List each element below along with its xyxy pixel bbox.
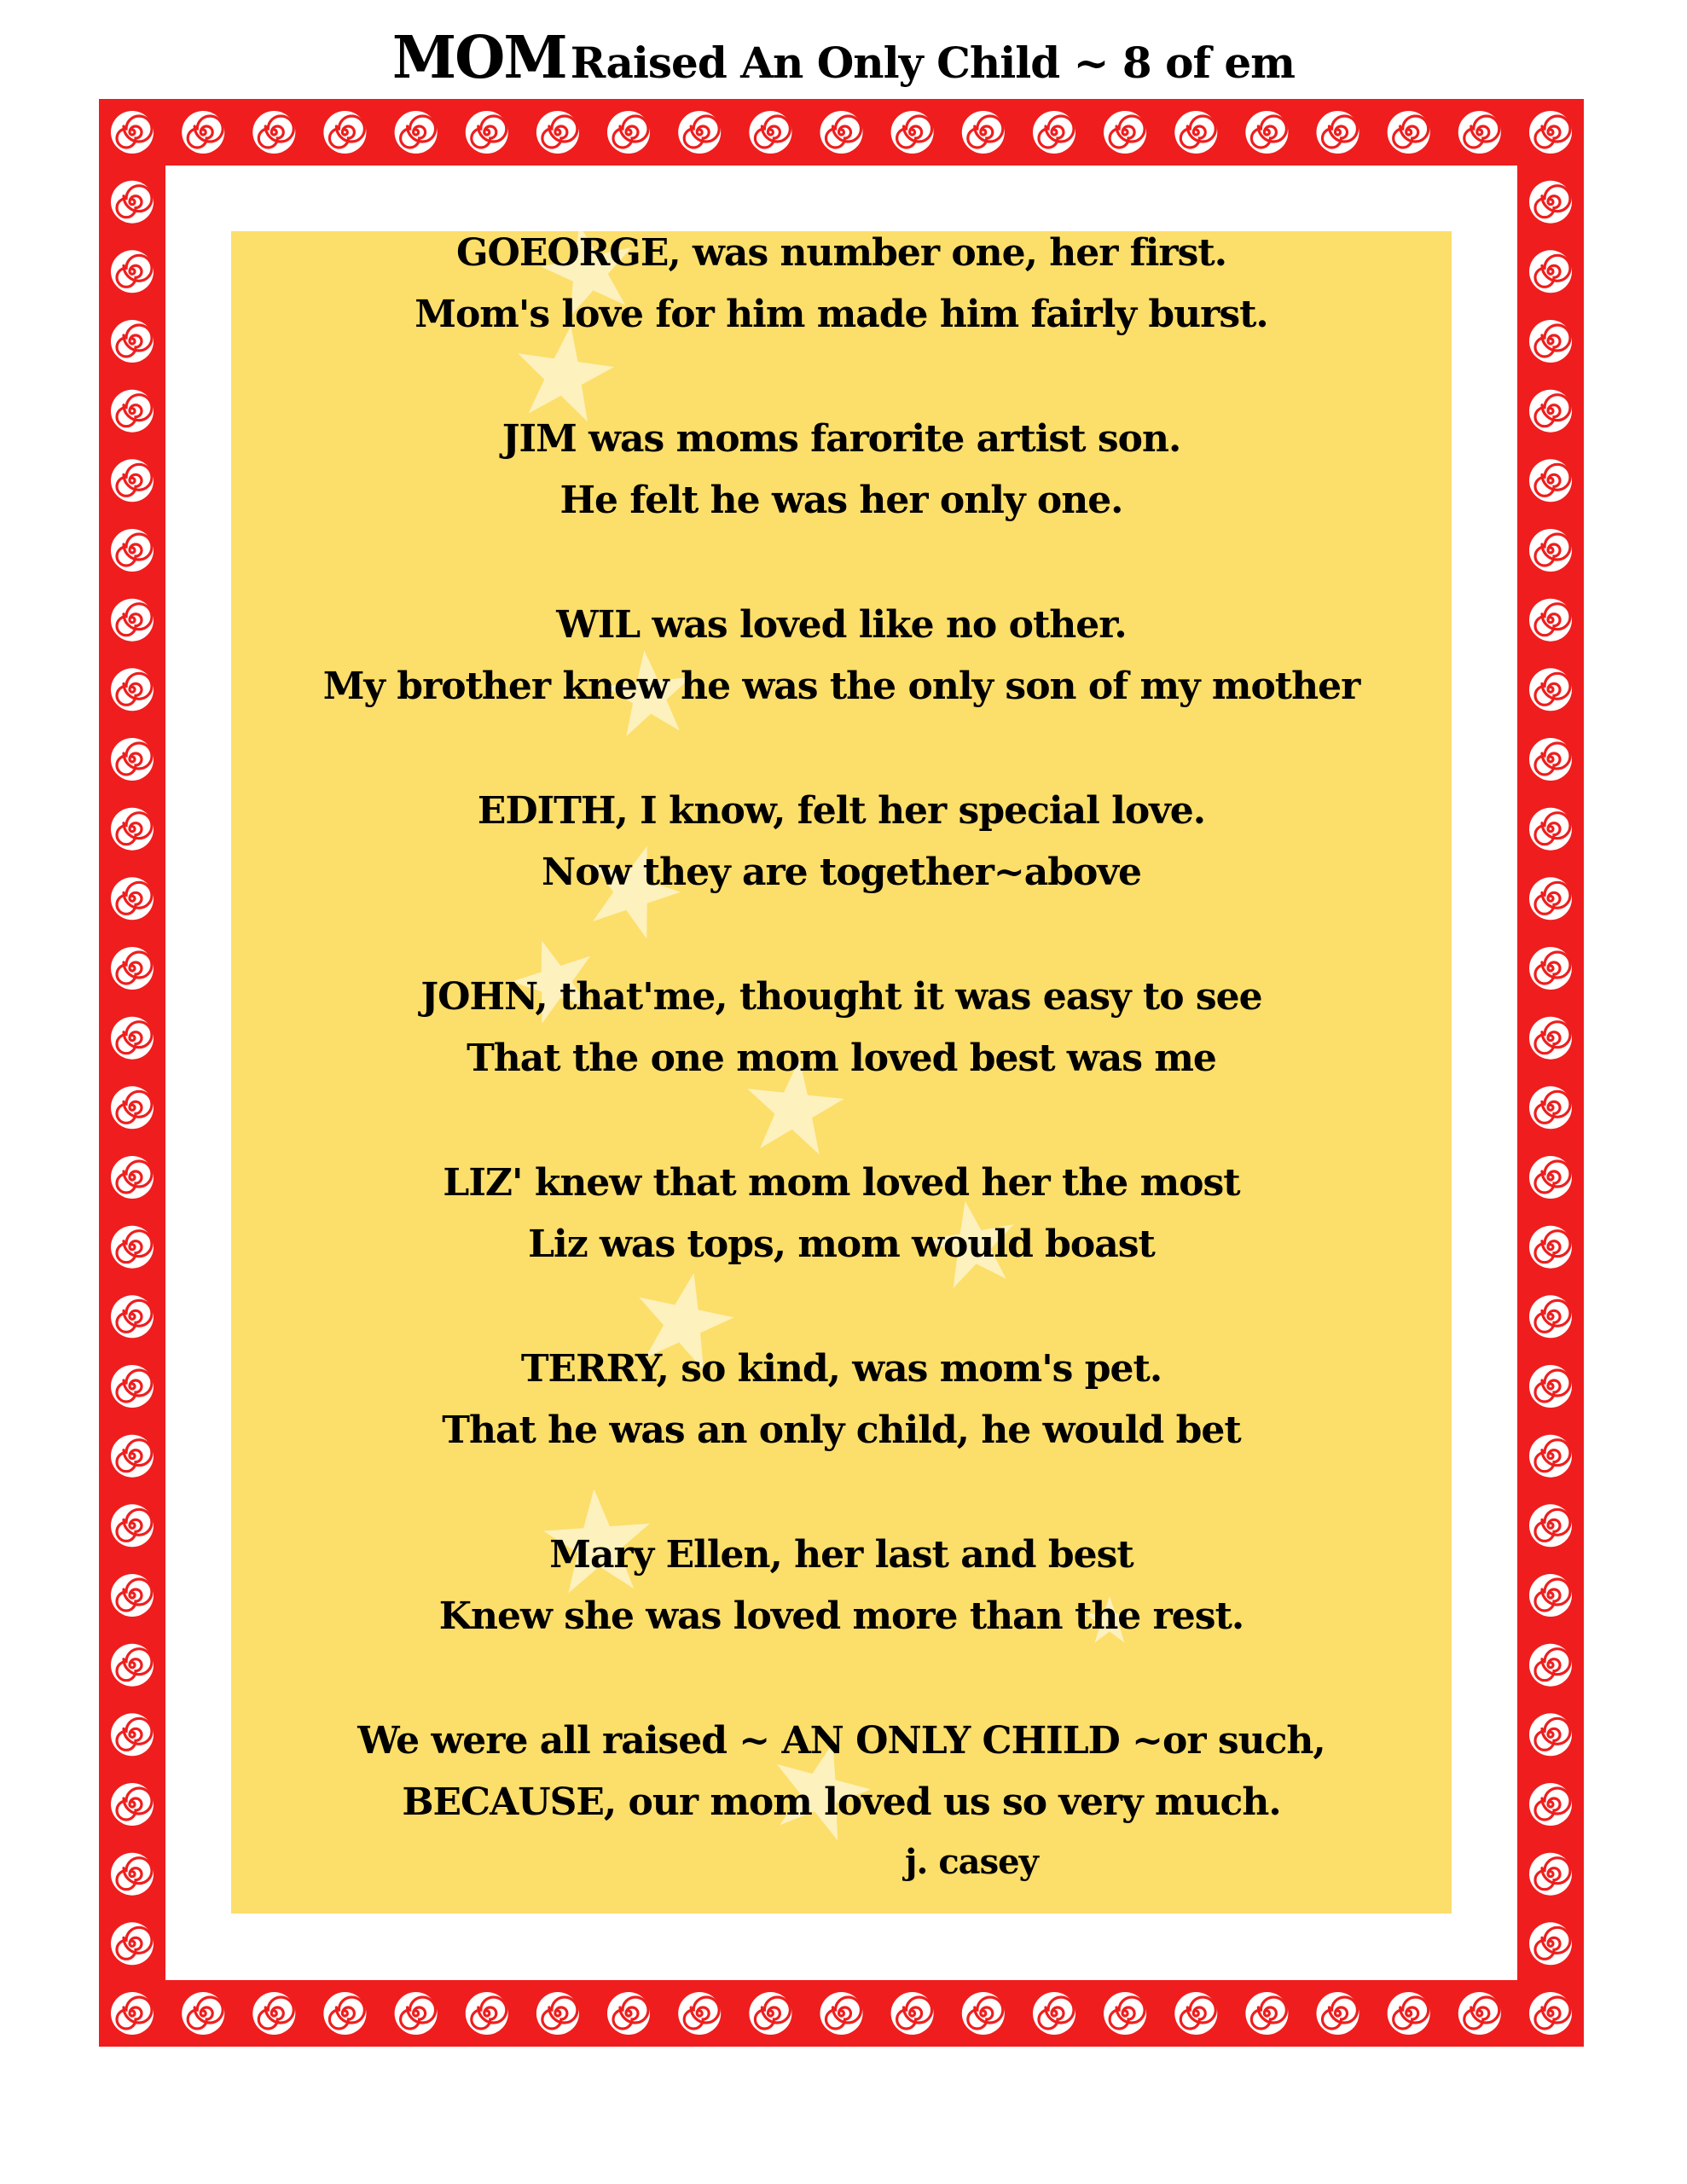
spiral-icon <box>1529 1644 1572 1687</box>
poem-line: TERRY, so kind, was mom's pet. <box>520 1347 1162 1391</box>
spiral-icon <box>1529 1574 1572 1617</box>
spiral-icon <box>111 181 154 224</box>
poem-line: Mom's love for him made him fairly burst. <box>415 293 1268 336</box>
spiral-icon <box>1458 111 1501 154</box>
poem-line: BECAUSE, our mom loved us so very much. <box>402 1780 1281 1824</box>
spiral-icon <box>1529 1226 1572 1269</box>
spiral-icon <box>1529 1922 1572 1965</box>
spiral-icon <box>1529 1295 1572 1338</box>
spiral-icon <box>111 1644 154 1687</box>
spiral-icon <box>111 808 154 851</box>
spiral-icon <box>1529 1086 1572 1129</box>
spiral-icon <box>1174 1992 1217 2035</box>
spiral-icon <box>111 320 154 363</box>
poem-line: GOEORGE, was number one, her first. <box>455 231 1227 275</box>
spiral-icon <box>962 1992 1005 2035</box>
spiral-icon <box>1529 181 1572 224</box>
spiral-icon <box>111 250 154 293</box>
spiral-icon <box>820 111 863 154</box>
spiral-icon <box>111 1226 154 1269</box>
spiral-icon <box>1245 1992 1288 2035</box>
spiral-icon <box>1317 1992 1359 2035</box>
spiral-icon <box>1245 111 1288 154</box>
spiral-icon <box>323 111 366 154</box>
title-rest: Raised An Only Child ~ 8 of em <box>570 38 1296 88</box>
spiral-icon <box>111 1435 154 1478</box>
spiral-icon <box>111 1713 154 1756</box>
spiral-icon <box>111 1922 154 1965</box>
spiral-icon <box>111 390 154 433</box>
inner-white-mat <box>165 166 1517 1980</box>
spiral-icon <box>252 111 295 154</box>
spiral-icon <box>111 599 154 642</box>
spiral-icon <box>1529 320 1572 363</box>
title-main: MOM <box>391 24 566 92</box>
spiral-icon <box>1174 111 1217 154</box>
poem-line: Knew she was loved more than the rest. <box>438 1594 1244 1638</box>
spiral-icon <box>1529 1435 1572 1478</box>
spiral-icon <box>1529 1365 1572 1408</box>
poem-panel <box>231 231 1452 1914</box>
spiral-icon <box>111 668 154 711</box>
poem-line: He felt he was her only one. <box>559 479 1123 522</box>
spiral-icon <box>111 1504 154 1547</box>
spiral-icon <box>111 1017 154 1060</box>
spiral-icon <box>1529 1504 1572 1547</box>
poem-line: We were all raised ~ AN ONLY CHILD ~or such, <box>357 1719 1325 1763</box>
spiral-icon <box>111 1295 154 1338</box>
poem-line: Now they are together~above <box>542 851 1141 894</box>
poem-line: LIZ' knew that mom loved her the most <box>443 1161 1240 1205</box>
spiral-icon <box>395 1992 438 2035</box>
spiral-icon <box>1529 947 1572 990</box>
spiral-icon <box>678 1992 721 2035</box>
spiral-icon <box>111 1574 154 1617</box>
spiral-icon <box>466 111 508 154</box>
poem-line: JOHN, that'me, thought it was easy to see <box>420 975 1262 1019</box>
poem-line: My brother knew he was the only son of my mother <box>322 665 1360 708</box>
poem-line: WIL was loved like no other. <box>556 603 1127 647</box>
spiral-icon <box>111 529 154 572</box>
poem-line: That the one mom loved best was me <box>467 1037 1216 1080</box>
spiral-icon <box>1529 1156 1572 1199</box>
spiral-icon <box>1104 1992 1146 2035</box>
spiral-icon <box>111 111 154 154</box>
spiral-icon <box>111 1086 154 1129</box>
spiral-icon <box>891 111 934 154</box>
spiral-icon <box>182 1992 224 2035</box>
spiral-icon <box>1033 111 1075 154</box>
spiral-icon <box>395 111 438 154</box>
spiral-icon <box>1529 459 1572 502</box>
spiral-icon <box>1317 111 1359 154</box>
spiral-icon <box>252 1992 295 2035</box>
decorative-border <box>99 99 1584 2047</box>
spiral-icon <box>1529 877 1572 920</box>
spiral-icon <box>1529 250 1572 293</box>
signature: j. casey <box>905 1842 1038 1882</box>
spiral-icon <box>607 111 650 154</box>
spiral-icon <box>111 1365 154 1408</box>
spiral-icon <box>1529 668 1572 711</box>
spiral-icon <box>111 1853 154 1896</box>
spiral-icon <box>1388 1992 1430 2035</box>
spiral-icon <box>111 947 154 990</box>
spiral-icon <box>1529 111 1572 154</box>
poem-line: JIM was moms farorite artist son. <box>501 417 1181 461</box>
spiral-icon <box>111 877 154 920</box>
spiral-icon <box>891 1992 934 2035</box>
spiral-icon <box>1529 808 1572 851</box>
spiral-icon <box>111 459 154 502</box>
spiral-icon <box>1388 111 1430 154</box>
spiral-icon <box>111 1992 154 2035</box>
spiral-icon <box>536 1992 579 2035</box>
spiral-icon <box>1033 1992 1075 2035</box>
spiral-icon <box>1529 738 1572 781</box>
spiral-icon <box>1529 1783 1572 1826</box>
page-title <box>0 24 1687 92</box>
spiral-icon <box>1529 1017 1572 1060</box>
spiral-icon <box>1529 1713 1572 1756</box>
spiral-icon <box>323 1992 366 2035</box>
spiral-icon <box>1529 390 1572 433</box>
spiral-icon <box>111 1783 154 1826</box>
spiral-icon <box>111 1156 154 1199</box>
poem-line: EDITH, I know, felt her special love. <box>477 789 1206 833</box>
spiral-icon <box>820 1992 863 2035</box>
poem-line: Liz was tops, mom would boast <box>528 1223 1155 1266</box>
spiral-icon <box>678 111 721 154</box>
spiral-icon <box>1529 599 1572 642</box>
spiral-icon <box>1529 529 1572 572</box>
spiral-icon <box>749 1992 791 2035</box>
spiral-icon <box>466 1992 508 2035</box>
spiral-icon <box>1458 1992 1501 2035</box>
poem-line: That he was an only child, he would bet <box>442 1409 1241 1452</box>
spiral-icon <box>1529 1992 1572 2035</box>
spiral-icon <box>182 111 224 154</box>
spiral-icon <box>607 1992 650 2035</box>
poem-line: Mary Ellen, her last and best <box>549 1533 1133 1577</box>
spiral-icon <box>749 111 791 154</box>
spiral-icon <box>962 111 1005 154</box>
spiral-icon <box>536 111 579 154</box>
spiral-icon <box>111 738 154 781</box>
spiral-icon <box>1529 1853 1572 1896</box>
spiral-icon <box>1104 111 1146 154</box>
